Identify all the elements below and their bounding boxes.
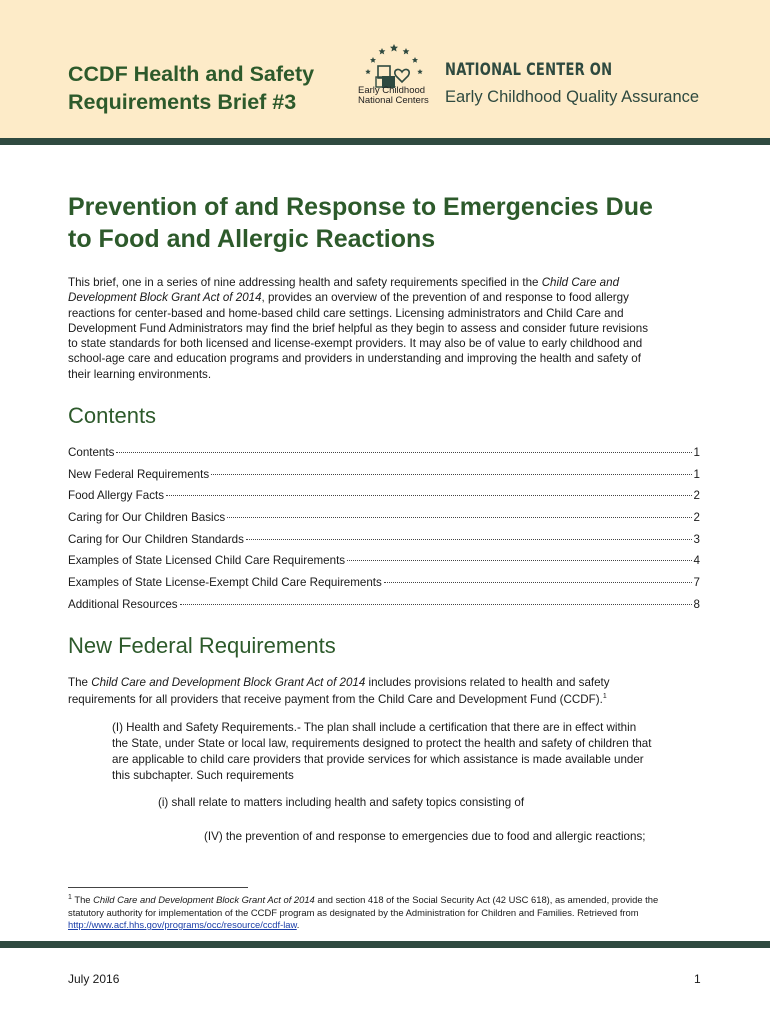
toc-entry-label: Caring for Our Children Standards — [68, 532, 244, 546]
toc-entry[interactable] — [68, 446, 700, 468]
ecnc-logo-text — [358, 86, 440, 106]
center-name — [445, 60, 699, 108]
center-line2: Early Childhood Quality Assurance — [445, 88, 700, 106]
toc-entry[interactable] — [68, 533, 700, 555]
toc-entry[interactable] — [68, 554, 700, 576]
toc-leader-dots — [116, 452, 691, 453]
quote-level3: (IV) the prevention of and response to emergencies due to food and allergic reactions; — [204, 830, 646, 843]
toc-entry-page: 2 — [693, 511, 700, 525]
header-rule — [0, 138, 770, 145]
toc-entry-page: 2 — [693, 489, 700, 503]
footnote-text: statutory authority for implementation of the CCDF program as designated by the Administration for Children and Families. Retrieved from — [68, 906, 639, 918]
footer-date: July 2016 — [68, 972, 120, 986]
toc-entry[interactable] — [68, 598, 700, 620]
toc-leader-dots — [347, 560, 691, 561]
intro-italic: Child Care and — [541, 276, 620, 289]
toc-entry[interactable] — [68, 468, 700, 490]
toc-leader-dots — [227, 517, 691, 518]
toc-entry-page: 8 — [693, 597, 700, 611]
page-title-line1: Prevention of and Response to Emergencies Due — [68, 193, 653, 221]
contents-heading: Contents — [68, 403, 157, 428]
page-number: 1 — [694, 972, 701, 986]
center-line1: NATIONAL CENTER ON — [445, 60, 613, 79]
intro-text: to state standards for both licensed and license-exempt providers. It may also be of value to early childhood and — [68, 337, 643, 351]
footnote-italic: Child Care and Development Block Grant Act of 2014 — [93, 894, 315, 905]
brief-title-line1: CCDF Health and Safety — [68, 62, 315, 86]
toc-entry-label: New Federal Requirements — [68, 467, 210, 481]
footnote-text: and section 418 of the Social Security Act (42 USC 618), as amended, provide the — [314, 894, 659, 905]
intro-text: This brief, one in a series of nine addressing health and safety requirements specified in the — [68, 276, 542, 289]
toc-entry-page: 1 — [693, 446, 700, 459]
footnote — [68, 894, 708, 932]
footnote-link[interactable]: http://www.acf.hhs.gov/programs/occ/resource/ccdf-law — [68, 919, 297, 930]
page-title — [68, 191, 708, 255]
toc-entry-page: 1 — [693, 467, 700, 481]
toc-entry-label: Caring for Our Children Basics — [68, 511, 226, 525]
toc-leader-dots — [180, 604, 692, 605]
federal-intro — [68, 675, 708, 708]
footnote-number: 1 — [68, 893, 72, 901]
intro-text: reactions for center-based and home-based child care settings. Licensing administrators and Child Care and — [68, 306, 624, 320]
page-title-line2: to Food and Allergic Reactions — [68, 225, 436, 253]
toc-entry-page: 7 — [693, 576, 700, 590]
toc-leader-dots — [384, 582, 692, 583]
toc-entry-page: 4 — [693, 554, 700, 568]
toc-entry-label: Additional Resources — [68, 597, 178, 611]
toc-entry[interactable] — [68, 489, 700, 511]
footer-rule — [0, 941, 770, 948]
quote-text: the State, under State or local law, requirements designed to protect the health and safety of children that — [112, 737, 652, 750]
intro-text: their learning environments. — [68, 367, 212, 381]
quote-text: this subchapter. Such requirements — [112, 769, 294, 782]
toc-leader-dots — [166, 495, 692, 496]
quote-text: are applicable to child care providers that provide services for which assistance is made available under — [112, 753, 644, 766]
federal-text: requirements for all providers that receive payment from the Child Care and Development Fund (CCDF). — [68, 692, 603, 706]
intro-paragraph — [68, 275, 708, 382]
table-of-contents — [68, 446, 700, 620]
toc-entry-label: Contents — [68, 446, 115, 459]
intro-italic: Development Block Grant Act of 2014 — [68, 291, 262, 305]
footnote-text: The — [71, 894, 94, 905]
footnote-text: . — [296, 919, 300, 930]
federal-text: The — [68, 676, 92, 689]
quote-level2: (i) shall relate to matters including health and safety topics consisting of — [158, 796, 525, 809]
brief-title — [68, 60, 358, 116]
toc-entry-label: Examples of State License-Exempt Child Care Requirements — [68, 576, 382, 590]
ecnc-line1: Early Childhood — [358, 85, 426, 96]
intro-text: Development Fund Administrators may find the brief helpful as they begin to assess and consider future revisions — [68, 321, 648, 335]
intro-text: , provides an overview of the prevention of and response to food allergy — [261, 291, 629, 305]
federal-text: includes provisions related to health and safety — [365, 676, 610, 689]
toc-leader-dots — [246, 539, 692, 540]
intro-text: school-age care and education programs and providers in understanding and improving the health and safety of — [68, 352, 641, 366]
quote-level1 — [112, 720, 712, 784]
toc-entry-label: Examples of State Licensed Child Care Requirements — [68, 554, 346, 568]
quote-text: (I) Health and Safety Requirements.- The plan shall include a certification that there are in effect within — [112, 721, 637, 734]
toc-entry[interactable] — [68, 511, 700, 533]
footnote-divider — [68, 887, 248, 888]
toc-leader-dots — [211, 474, 691, 475]
federal-heading: New Federal Requirements — [68, 633, 336, 658]
toc-entry[interactable] — [68, 576, 700, 598]
toc-entry-page: 3 — [693, 532, 700, 546]
brief-title-line2: Requirements Brief #3 — [68, 90, 297, 114]
federal-italic: Child Care and Development Block Grant Act of 2014 — [91, 676, 366, 689]
ecnc-line2: National Centers — [358, 95, 429, 106]
footnote-ref[interactable]: 1 — [602, 692, 607, 700]
toc-entry-label: Food Allergy Facts — [68, 489, 165, 503]
